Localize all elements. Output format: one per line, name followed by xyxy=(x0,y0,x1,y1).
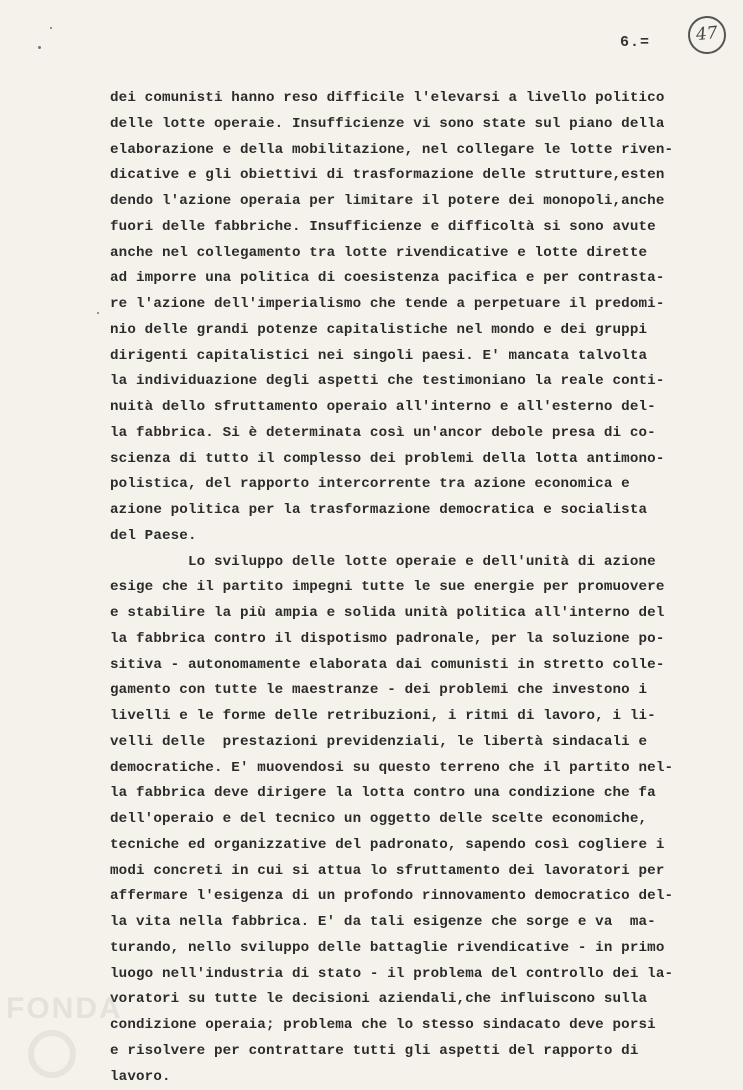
text-line: scienza di tutto il complesso dei problemi della lotta antimono- xyxy=(110,447,710,473)
text-line: nuità dello sfruttamento operaio all'interno e all'esterno del- xyxy=(110,395,710,421)
text-line: lavoro. xyxy=(110,1065,710,1090)
text-line: e risolvere per contrattare tutti gli aspetti del rapporto di xyxy=(110,1039,710,1065)
text-line: dicative e gli obiettivi di trasformazione delle strutture,esten xyxy=(110,163,710,189)
text-line: esige che il partito impegni tutte le sue energie per promuovere xyxy=(110,575,710,601)
text-line: la fabbrica. Si è determinata così un'ancor debole presa di co- xyxy=(110,421,710,447)
text-line: voratori su tutte le decisioni aziendali,che influiscono sulla xyxy=(110,987,710,1013)
text-line: condizione operaia; problema che lo stesso sindacato deve porsi xyxy=(110,1013,710,1039)
body-text xyxy=(110,86,710,1090)
text-line: polistica, del rapporto intercorrente tra azione economica e xyxy=(110,472,710,498)
text-line: delle lotte operaie. Insufficienze vi sono state sul piano della xyxy=(110,112,710,138)
archive-number-stamp: 47 xyxy=(686,14,728,56)
text-line: turando, nello sviluppo delle battaglie rivendicative - in primo xyxy=(110,936,710,962)
text-line: dendo l'azione operaia per limitare il potere dei monopoli,anche xyxy=(110,189,710,215)
page-number: 6.= xyxy=(620,34,650,51)
watermark-logo xyxy=(28,1030,76,1078)
text-line: Lo sviluppo delle lotte operaie e dell'unità di azione xyxy=(110,550,710,576)
text-line: sitiva - autonomamente elaborata dai comunisti in stretto colle- xyxy=(110,653,710,679)
text-line: democratiche. E' muovendosi su questo terreno che il partito nel- xyxy=(110,756,710,782)
ink-speck xyxy=(97,312,99,314)
text-line: la vita nella fabbrica. E' da tali esigenze che sorge e va ma- xyxy=(110,910,710,936)
text-line: azione politica per la trasformazione democratica e socialista xyxy=(110,498,710,524)
text-line: gamento con tutte le maestranze - dei problemi che investono i xyxy=(110,678,710,704)
text-line: tecniche ed organizzative del padronato, sapendo così cogliere i xyxy=(110,833,710,859)
text-line: nio delle grandi potenze capitalistiche nel mondo e dei gruppi xyxy=(110,318,710,344)
text-line: la fabbrica deve dirigere la lotta contro una condizione che fa xyxy=(110,781,710,807)
ink-speck xyxy=(50,27,52,29)
text-line: fuori delle fabbriche. Insufficienze e difficoltà si sono avute xyxy=(110,215,710,241)
text-line: la fabbrica contro il dispotismo padronale, per la soluzione po- xyxy=(110,627,710,653)
text-line: del Paese. xyxy=(110,524,710,550)
text-line: e stabilire la più ampia e solida unità politica all'interno del xyxy=(110,601,710,627)
text-line: dei comunisti hanno reso difficile l'elevarsi a livello politico xyxy=(110,86,710,112)
text-line: re l'azione dell'imperialismo che tende a perpetuare il predomi- xyxy=(110,292,710,318)
text-line: modi concreti in cui si attua lo sfruttamento dei lavoratori per xyxy=(110,859,710,885)
archive-watermark: FONDA xyxy=(6,992,123,1026)
ink-speck xyxy=(38,46,41,49)
text-line: la individuazione degli aspetti che testimoniano la reale conti- xyxy=(110,369,710,395)
text-line: affermare l'esigenza di un profondo rinnovamento democratico del- xyxy=(110,884,710,910)
text-line: dell'operaio e del tecnico un oggetto delle scelte economiche, xyxy=(110,807,710,833)
text-line: ad imporre una politica di coesistenza pacifica e per contrasta- xyxy=(110,266,710,292)
text-line: anche nel collegamento tra lotte rivendicative e lotte dirette xyxy=(110,241,710,267)
text-line: dirigenti capitalistici nei singoli paesi. E' mancata talvolta xyxy=(110,344,710,370)
text-line: velli delle prestazioni previdenziali, le libertà sindacali e xyxy=(110,730,710,756)
text-line: livelli e le forme delle retribuzioni, i ritmi di lavoro, i li- xyxy=(110,704,710,730)
text-line: elaborazione e della mobilitazione, nel collegare le lotte riven- xyxy=(110,138,710,164)
text-line: luogo nell'industria di stato - il problema del controllo dei la- xyxy=(110,962,710,988)
